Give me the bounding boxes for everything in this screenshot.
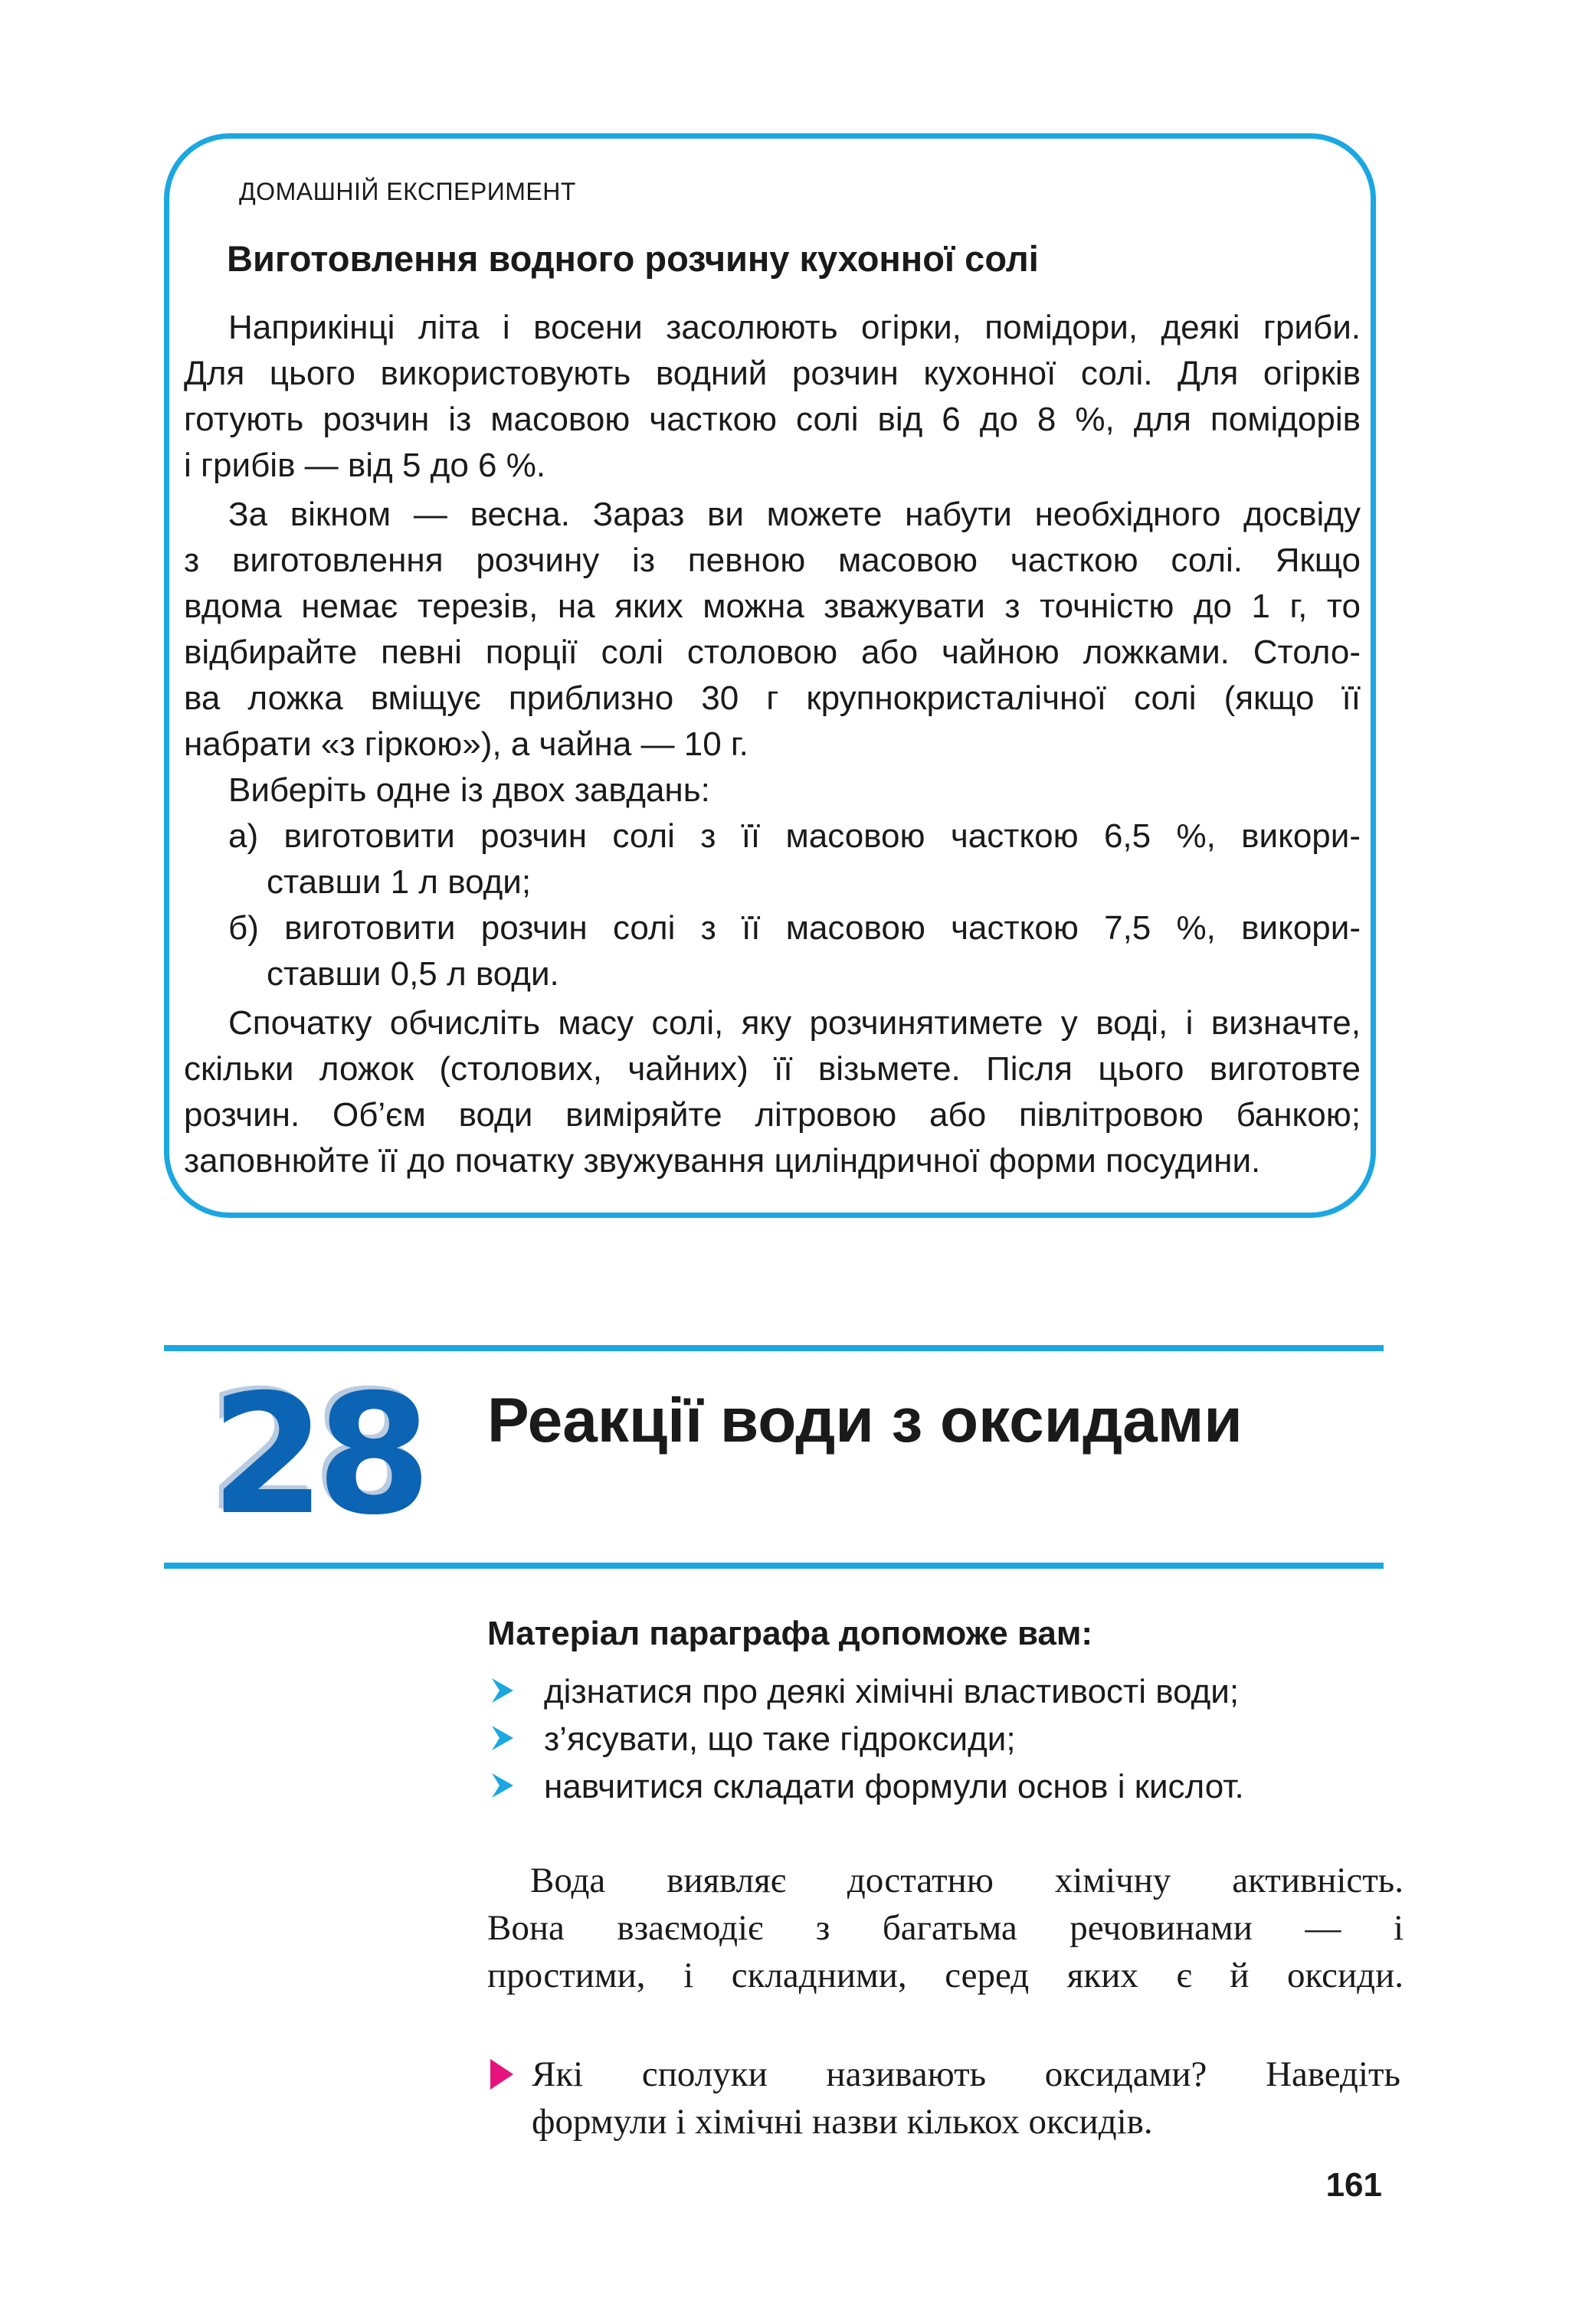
section-bottom-rule — [164, 1563, 1384, 1569]
section-number: 28 — [210, 1359, 423, 1551]
experiment-line: і грибів — від 5 до 6 %. — [184, 447, 546, 484]
question-line: Які сполуки називають оксидами? Наведіть — [532, 2054, 1400, 2094]
experiment-line: Для цього використовують водний розчин кухонної солі. Для огірків — [184, 355, 1361, 392]
chevron-right-icon — [487, 1770, 518, 1801]
objective-text: дізнатися про деякі хімічні властивості води; — [544, 1673, 1240, 1710]
section-title: Реакції води з оксидами — [487, 1386, 1243, 1455]
objective-item — [487, 1716, 1016, 1763]
experiment-line: розчин. Об’єм води виміряйте літровою або півлітровою банкою; — [184, 1096, 1361, 1134]
experiment-line: готують розчин із масовою часткою солі від 6 до 8 %, для помідорів — [184, 401, 1361, 438]
experiment-label: ДОМАШНІЙ ЕКСПЕРИМЕНТ — [239, 178, 576, 205]
experiment-line: відбирайте певні порції солі столовою або чайною ложками. Столо- — [184, 633, 1361, 671]
objective-text: навчитися складати формули основ і кислот. — [544, 1768, 1244, 1805]
question-marker-icon — [490, 2059, 513, 2090]
paragraph-line: Вона взаємодіє з багатьма речовинами — і — [487, 1908, 1404, 1948]
chevron-right-icon — [487, 1723, 518, 1753]
objective-item — [487, 1763, 1244, 1811]
experiment-line: вдома немає терезів, на яких можна зважувати з точністю до 1 г, то — [184, 588, 1361, 625]
experiment-line: За вікном — весна. Зараз ви можете набути необхідного досвіду — [228, 496, 1361, 533]
experiment-line: Виберіть одне із двох завдань: — [228, 771, 710, 809]
experiment-title: Виготовлення водного розчину кухонної солі — [227, 238, 1039, 279]
experiment-line: з виготовлення розчину із певною масовою часткою солі. Якщо — [184, 542, 1361, 579]
experiment-line: набрати «з гіркою»), а чайна — 10 г. — [184, 725, 748, 763]
section-top-rule — [164, 1345, 1384, 1351]
objective-text: з’ясувати, що таке гідроксиди; — [544, 1720, 1016, 1758]
experiment-line: Спочатку обчисліть масу солі, яку розчинятимете у воді, і визначте, — [228, 1004, 1361, 1042]
question-line: формули і хімічні назви кількох оксидів. — [532, 2102, 1153, 2142]
task-b-line: б) виготовити розчин солі з її масовою часткою 7,5 %, викори- — [228, 909, 1361, 947]
chevron-right-icon — [487, 1675, 518, 1706]
experiment-line: ва ложка вміщує приблизно 30 г крупнокристалічної солі (якщо її — [184, 679, 1361, 717]
objectives-heading: Матеріал параграфа допоможе вам: — [487, 1615, 1093, 1652]
paragraph-line: Вода виявляє достатню хімічну активність. — [530, 1861, 1404, 1900]
page-number: 161 — [1325, 2166, 1382, 2204]
experiment-line: заповнюйте її до початку звужування циліндричної форми посудини. — [184, 1142, 1261, 1180]
experiment-line: Наприкінці літа і восени засолюють огірки, помідори, деякі гриби. — [228, 309, 1361, 346]
task-a-line: а) виготовити розчин солі з її масовою часткою 6,5 %, викори- — [228, 817, 1361, 855]
paragraph-line: простими, і складними, серед яких є й оксиди. — [487, 1956, 1404, 1995]
experiment-line: скільки ложок (столових, чайних) її візьмете. Після цього виготовте — [184, 1050, 1361, 1088]
task-b-line: ставши 0,5 л води. — [267, 955, 559, 993]
objective-item — [487, 1668, 1239, 1716]
task-a-line: ставши 1 л води; — [267, 863, 532, 901]
